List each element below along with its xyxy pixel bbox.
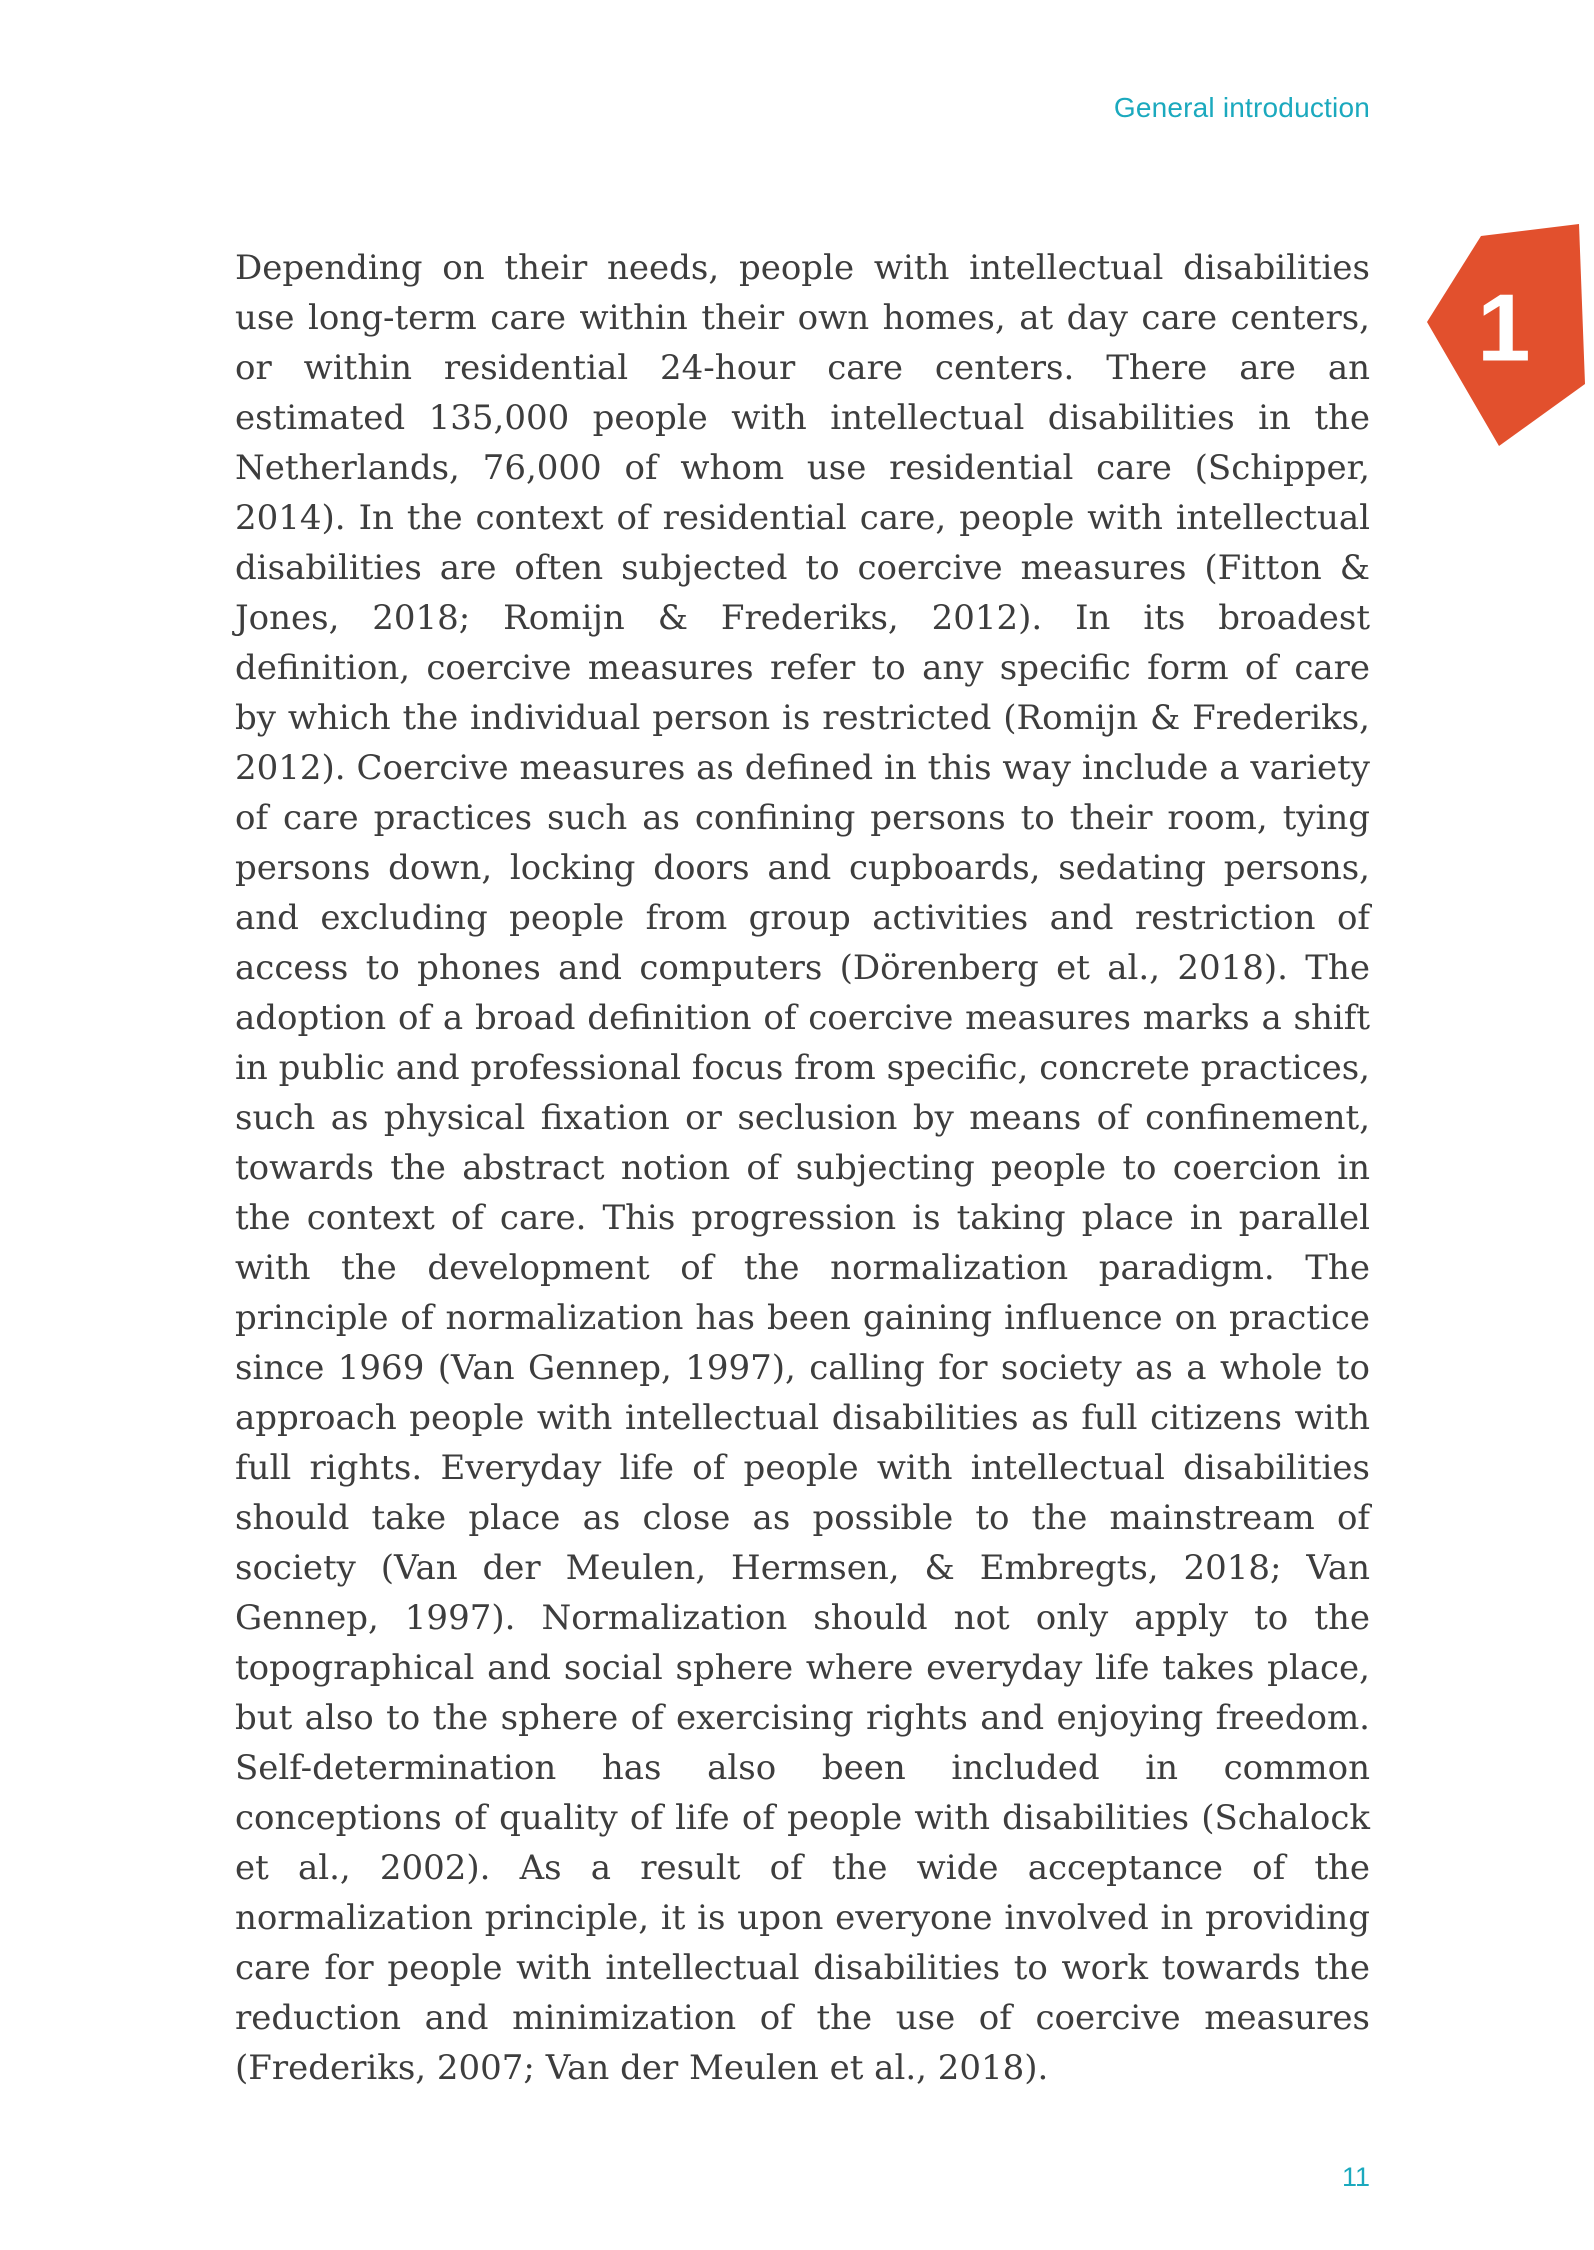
chapter-number: 1 [1477,274,1531,382]
body-paragraph: Depending on their needs, people with intellectual disabilities use long-term care within their own homes, at day care centers, or within residential 24-hour care centers. There are an estimated 135,000 people with intellectual disabilities in the Netherlands, 76,000 of whom use residential care (Schipper, 2014). In the context of residential care, people with intellectual disabilities are often subjected to coercive measures (Fitton & Jones, 2018; Romijn & Frederiks, 2012). In its broadest definition, coercive measures refer to any specific form of care by which the individual person is restricted (Romijn & Frederiks, 2012). Coercive measures as defined in this way include a variety of care practices such as confining persons to their room, tying persons down, locking doors and cupboards, sedating persons, and excluding people from group activities and restriction of access to phones and computers (Dörenberg et al., 2018). The adoption of a broad definition of coercive measures marks a shift in public and professional focus from specific, concrete practices, such as physical fixation or seclusion by means of confinement, towards the abstract notion of subjecting people to coercion in the context of care. This progression is taking place in parallel with the development of the normalization paradigm. The principle of normalization has been gaining influence on practice since 1969 (Van Gennep, 1997), calling for society as a whole to approach people with intellectual disabilities as full citizens with full rights. Everyday life of people with intellectual disabilities should take place as close as possible to the mainstream of society (Van der Meulen, Hermsen, & Embregts, 2018; Van Gennep, 1997). Normalization should not only apply to the topographical and social sphere where everyday life takes place, but also to the sphere of exercising rights and enjoying freedom. Self-determination has also been included in common conceptions of quality of life of people with disabilities (Schalock et al., 2002). As a result of the wide acceptance of the normalization principle, it is upon everyone involved in providing care for people with intellectual disabilities to work towards the reduction and minimization of the use of coercive measures (Frederiks, 2007; Van der Meulen et al., 2018). [235,248,1370,2088]
running-header: General introduction [1113,92,1370,123]
chapter-badge [1427,224,1585,446]
page-number: 11 [1341,2162,1370,2192]
